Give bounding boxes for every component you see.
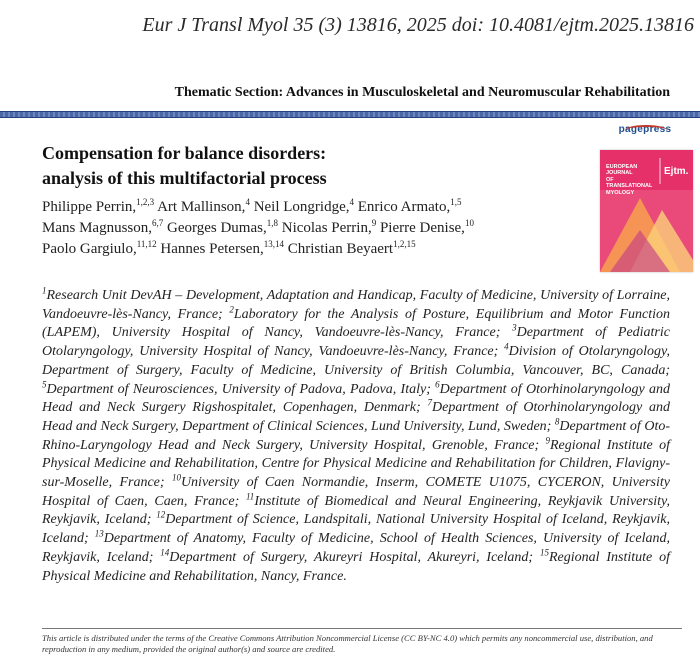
author-affiliation-sup: 9 — [371, 218, 377, 228]
affiliation-text: Regional Institute of Physical Medicine and Rehabilitation, Nancy, France. — [42, 549, 670, 584]
affiliations-paragraph — [42, 287, 670, 586]
author-name: Art Mallinson, — [154, 199, 246, 215]
affiliation-number: 9 — [545, 434, 550, 445]
article-title-line-1: Compensation for balance disorders: — [42, 143, 327, 163]
author-affiliation-sup: 1,2,15 — [393, 239, 416, 249]
publisher-name: pagepress — [618, 124, 672, 135]
affiliation-text: Department of Anatomy, Faculty of Medicine, School of Health Sciences, University of Iceland, Reykjavik, Iceland; — [42, 531, 670, 565]
affiliation-text: Research Unit DevAH – Development, Adaptation and Handicap, Faculty of Medicine, University of Lorraine, Vandoeuvre-lès-Nancy, France; — [42, 288, 670, 322]
affiliation-text: University of Caen Normandie, Inserm, COMETE U1075, CYCERON, University Hospital of Caen, Caen, France; — [42, 475, 670, 509]
affiliation-text: Department of Surgery, Akureyri Hospital, Akureyri, Iceland; — [169, 549, 540, 565]
pagepress-logo — [617, 124, 673, 146]
author-name: Mans Magnusson, — [42, 220, 153, 236]
affiliation-number: 4 — [504, 341, 509, 352]
affiliation-text: Regional Institute of Physical Medicine and Rehabilitation, Centre for Physical Medicine and Rehabilitation for Children, Flavigny-sur-Moselle, France; — [42, 437, 670, 491]
author-name: Neil Longridge, — [249, 199, 350, 215]
author-name: Pierre Denise, — [376, 220, 465, 236]
affiliation-text: Division of Otolaryngology, Department of Surgery, Faculty of Medicine, University of British Columbia, Vancouver, BC, Canada; — [42, 344, 670, 378]
affiliation-number: 1 — [42, 285, 47, 296]
author-affiliation-sup: 1,5 — [450, 197, 462, 207]
author-list — [42, 197, 474, 260]
author-affiliation-sup: 6,7 — [152, 218, 164, 228]
affiliation-number: 10 — [171, 472, 181, 483]
affiliation-number: 13 — [94, 528, 104, 539]
cover-title-line: OF TRANSLATIONAL — [606, 176, 653, 190]
affiliation-text: Department of Otorhinolaryngology and Head and Neck Surgery Rigshospitalet, Copenhagen, Denmark; — [42, 381, 670, 416]
author-affiliation-sup: 11,12 — [136, 239, 157, 249]
cover-title-line: EUROPEAN — [606, 164, 638, 170]
author-affiliation-sup: 4 — [245, 197, 250, 207]
affiliation-number: 12 — [156, 509, 166, 520]
article-title-line-2: analysis of this multifactorial process — [42, 168, 327, 188]
affiliation-number: 15 — [539, 547, 549, 558]
author-name: Georges Dumas, — [163, 220, 267, 236]
affiliation-number: 11 — [245, 491, 255, 502]
affiliation-number: 14 — [160, 547, 170, 558]
affiliation-number: 6 — [435, 378, 440, 389]
affiliation-text: Department of Otorhinolaryngology and Head and Neck Surgery, Department of Clinical Sciences, Lund University, Lund, Sweden; — [42, 400, 670, 434]
author-affiliation-sup: 1,8 — [266, 218, 278, 228]
author-name: Hannes Petersen, — [156, 241, 264, 257]
affiliation-text: Institute of Biomedical and Neural Engineering, Reykjavik University, Reykjavik, Iceland; — [42, 493, 670, 528]
author-name: Enrico Armato, — [354, 199, 451, 215]
article-title — [42, 141, 327, 191]
affiliation-text: Department of Pediatric Otolaryngology, University Hospital of Nancy, Vandoeuvre-lès-Nancy, France; — [42, 325, 670, 360]
cover-title-line: MYOLOGY — [606, 189, 635, 196]
logo-swoosh — [625, 125, 667, 135]
affiliation-text: Laboratory for the Analysis of Posture, Equilibrium and Motor Function (LAPEM), University Hospital of Nancy, Vandoeuvre-lès-Nancy, France; — [42, 306, 671, 341]
license-notice: This article is distributed under the terms of the Creative Commons Attribution Noncommercial License (CC BY-NC 4.0) which permits any noncommercial use, distribution, and reproduction in any medium, provided the original author(s) and source are credited. — [42, 633, 653, 654]
author-line-3 — [42, 239, 474, 260]
author-affiliation-sup: 1,2,3 — [136, 197, 155, 207]
affiliation-number: 2 — [229, 304, 234, 315]
affiliation-number: 3 — [512, 322, 517, 333]
cover-title-line: JOURNAL — [606, 170, 633, 177]
author-affiliation-sup: 4 — [349, 197, 354, 207]
cover-title — [606, 164, 658, 196]
journal-reference: Eur J Transl Myol 35 (3) 13816, 2025 doi: 10.4081/ejtm.2025.13816 — [142, 14, 694, 36]
affiliation-number: 7 — [427, 397, 433, 408]
affiliation-text: Department of Oto-Rhino-Laryngology Head and Neck Surgery, University Hospital, Grenoble, France; — [42, 418, 670, 453]
author-name: Christian Beyaert — [283, 241, 394, 257]
author-name: Philippe Perrin, — [42, 199, 137, 215]
author-affiliation-sup: 13,14 — [263, 239, 284, 249]
header-rule-band — [0, 111, 700, 118]
affiliation-text: Department of Neurosciences, University of Padova, Padova, Italy; — [46, 381, 436, 397]
author-line-1 — [42, 197, 474, 218]
author-name: Nicolas Perrin, — [277, 220, 372, 236]
affiliation-number: 5 — [42, 378, 47, 389]
license-divider — [42, 628, 682, 629]
affiliation-text: Department of Science, Landspitali, National University Hospital of Iceland, Reykjavik, Iceland; — [42, 512, 671, 547]
author-line-2 — [42, 218, 474, 239]
affiliation-number: 8 — [554, 416, 560, 427]
author-name: Paolo Gargiulo, — [42, 241, 137, 257]
cover-abbreviation: Ejtm. — [664, 166, 689, 177]
journal-cover-thumbnail — [600, 150, 693, 272]
thematic-section-title: Thematic Section: Advances in Musculoskeletal and Neuromuscular Rehabilitation — [174, 85, 670, 100]
author-affiliation-sup: 10 — [464, 218, 474, 228]
